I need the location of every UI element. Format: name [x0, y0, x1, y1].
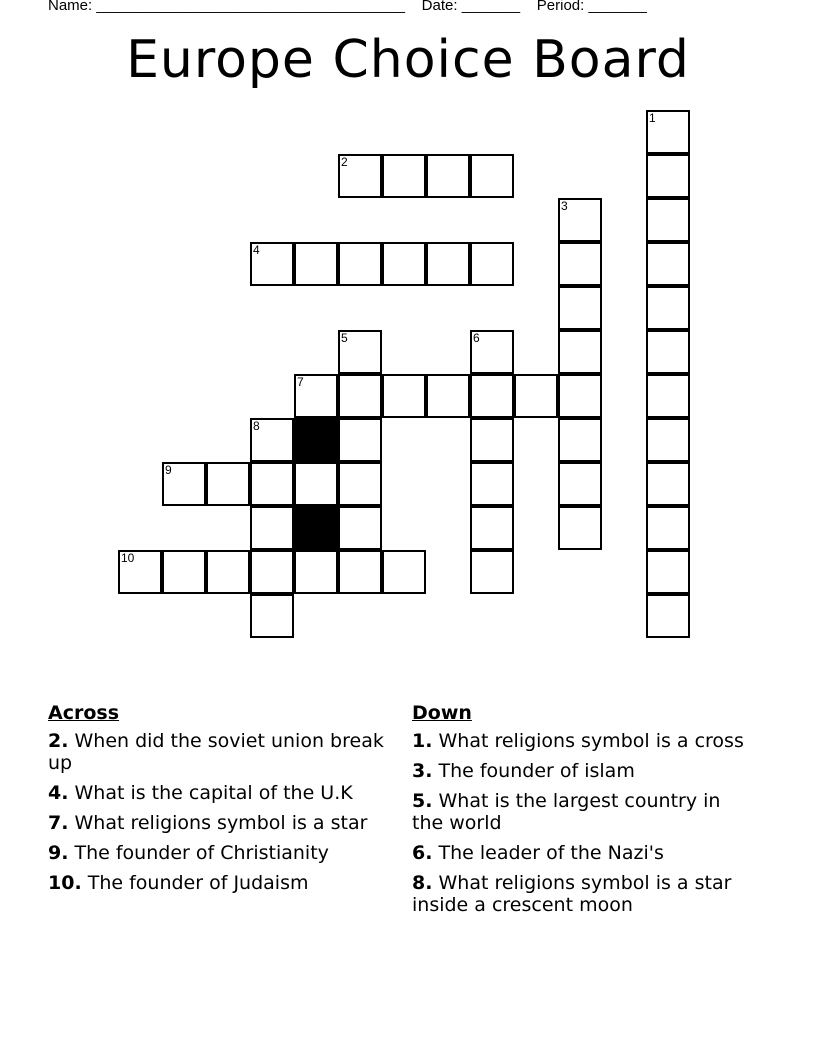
clue-text: The founder of Christianity	[68, 842, 329, 864]
crossword-cell[interactable]	[294, 550, 338, 594]
crossword-cell[interactable]	[338, 550, 382, 594]
page-title: Europe Choice Board	[126, 30, 690, 90]
clue-text: What religions symbol is a cross	[432, 730, 744, 752]
clue-text: What religions symbol is a star	[68, 812, 368, 834]
crossword-cell[interactable]	[206, 550, 250, 594]
crossword-cell[interactable]	[646, 462, 690, 506]
crossword-cell[interactable]	[558, 374, 602, 418]
clue-text: When did the soviet union break up	[48, 730, 384, 774]
clue-text: What religions symbol is a star inside a crescent moon	[412, 872, 732, 916]
crossword-cell[interactable]	[558, 242, 602, 286]
down-clue	[412, 760, 752, 782]
clue-text: The founder of Judaism	[81, 872, 309, 894]
crossword-cell[interactable]	[470, 330, 514, 374]
down-clue	[412, 730, 752, 752]
crossword-cell[interactable]	[646, 110, 690, 154]
crossword-cell[interactable]	[250, 418, 294, 462]
clue-number: 1	[649, 111, 656, 125]
crossword-cell[interactable]	[646, 198, 690, 242]
clue-label-number: 5.	[412, 790, 433, 812]
crossword-cell[interactable]	[250, 242, 294, 286]
crossword-cell[interactable]	[162, 462, 206, 506]
crossword-cell[interactable]	[250, 506, 294, 550]
across-clue	[48, 872, 388, 894]
crossword-cell[interactable]	[470, 462, 514, 506]
across-clue-list	[48, 730, 388, 894]
clue-number: 8	[253, 419, 260, 433]
clue-text: The founder of islam	[432, 760, 635, 782]
crossword-cell[interactable]	[338, 374, 382, 418]
clue-text: What is the capital of the U.K	[68, 782, 353, 804]
crossword-cell[interactable]	[338, 330, 382, 374]
crossword-cell[interactable]	[646, 418, 690, 462]
clue-number: 10	[121, 551, 135, 565]
crossword-cell[interactable]	[558, 330, 602, 374]
crossword-cell[interactable]	[426, 154, 470, 198]
crossword-cell[interactable]	[294, 374, 338, 418]
crossword-cell[interactable]	[646, 286, 690, 330]
clue-label-number: 10.	[48, 872, 82, 894]
crossword-cell[interactable]	[646, 330, 690, 374]
clue-number: 6	[473, 331, 480, 345]
crossword-cell[interactable]	[338, 242, 382, 286]
clue-label-number: 9.	[48, 842, 69, 864]
crossword-cell[interactable]	[250, 462, 294, 506]
clue-number: 4	[253, 243, 260, 257]
clue-label-number: 2.	[48, 730, 69, 752]
across-clue	[48, 842, 388, 864]
crossword-cell[interactable]	[646, 506, 690, 550]
clue-label-number: 1.	[412, 730, 433, 752]
crossword-cell[interactable]	[470, 154, 514, 198]
clue-label-number: 6.	[412, 842, 433, 864]
crossword-cell[interactable]	[470, 550, 514, 594]
clue-text: The leader of the Nazi's	[432, 842, 664, 864]
clue-number: 5	[341, 331, 348, 345]
across-clue	[48, 782, 388, 804]
crossword-cell[interactable]	[250, 550, 294, 594]
down-clue	[412, 790, 752, 834]
crossword-cell[interactable]	[646, 154, 690, 198]
across-clue	[48, 730, 388, 774]
down-clue	[412, 872, 752, 916]
crossword-cell[interactable]	[294, 242, 338, 286]
crossword-cell[interactable]	[338, 506, 382, 550]
crossword-cell[interactable]	[382, 374, 426, 418]
crossword-cell[interactable]	[206, 462, 250, 506]
down-clue	[412, 842, 752, 864]
crossword-cell[interactable]	[338, 462, 382, 506]
crossword-cell[interactable]	[250, 594, 294, 638]
crossword-cell[interactable]	[646, 594, 690, 638]
across-heading: Across	[48, 702, 120, 724]
crossword-cell[interactable]	[470, 374, 514, 418]
down-clues	[412, 702, 752, 924]
down-heading: Down	[412, 702, 472, 724]
crossword-cell[interactable]	[338, 418, 382, 462]
clue-label-number: 3.	[412, 760, 433, 782]
clue-label-number: 8.	[412, 872, 433, 894]
crossword-cell[interactable]	[558, 198, 602, 242]
across-clues	[48, 702, 388, 902]
clue-number: 9	[165, 463, 172, 477]
clue-text: What is the largest country in the world	[412, 790, 721, 834]
crossword-cell[interactable]	[646, 550, 690, 594]
crossword-cell[interactable]	[162, 550, 206, 594]
black-square	[294, 418, 338, 462]
crossword-cell[interactable]	[646, 374, 690, 418]
crossword-cell[interactable]	[382, 154, 426, 198]
clue-number: 3	[561, 199, 568, 213]
down-clue-list	[412, 730, 752, 916]
crossword-cell[interactable]	[118, 550, 162, 594]
crossword-cell[interactable]	[426, 242, 470, 286]
crossword-cell[interactable]	[294, 462, 338, 506]
clue-number: 7	[297, 375, 304, 389]
black-square	[294, 506, 338, 550]
crossword-cell[interactable]	[338, 154, 382, 198]
crossword-cell[interactable]	[514, 374, 558, 418]
header-fields: Name: _____________________________________ Date: _______ Period: _______	[48, 0, 647, 14]
crossword-cell[interactable]	[558, 286, 602, 330]
crossword-cell[interactable]	[470, 418, 514, 462]
clue-number: 2	[341, 155, 348, 169]
crossword-cell[interactable]	[382, 242, 426, 286]
crossword-cell[interactable]	[558, 506, 602, 550]
across-clue	[48, 812, 388, 834]
crossword-cell[interactable]	[470, 506, 514, 550]
crossword-cell[interactable]	[382, 550, 426, 594]
crossword-cell[interactable]	[558, 462, 602, 506]
crossword-cell[interactable]	[470, 242, 514, 286]
crossword-cell[interactable]	[426, 374, 470, 418]
clue-label-number: 7.	[48, 812, 69, 834]
crossword-cell[interactable]	[646, 242, 690, 286]
clue-label-number: 4.	[48, 782, 69, 804]
crossword-cell[interactable]	[558, 418, 602, 462]
